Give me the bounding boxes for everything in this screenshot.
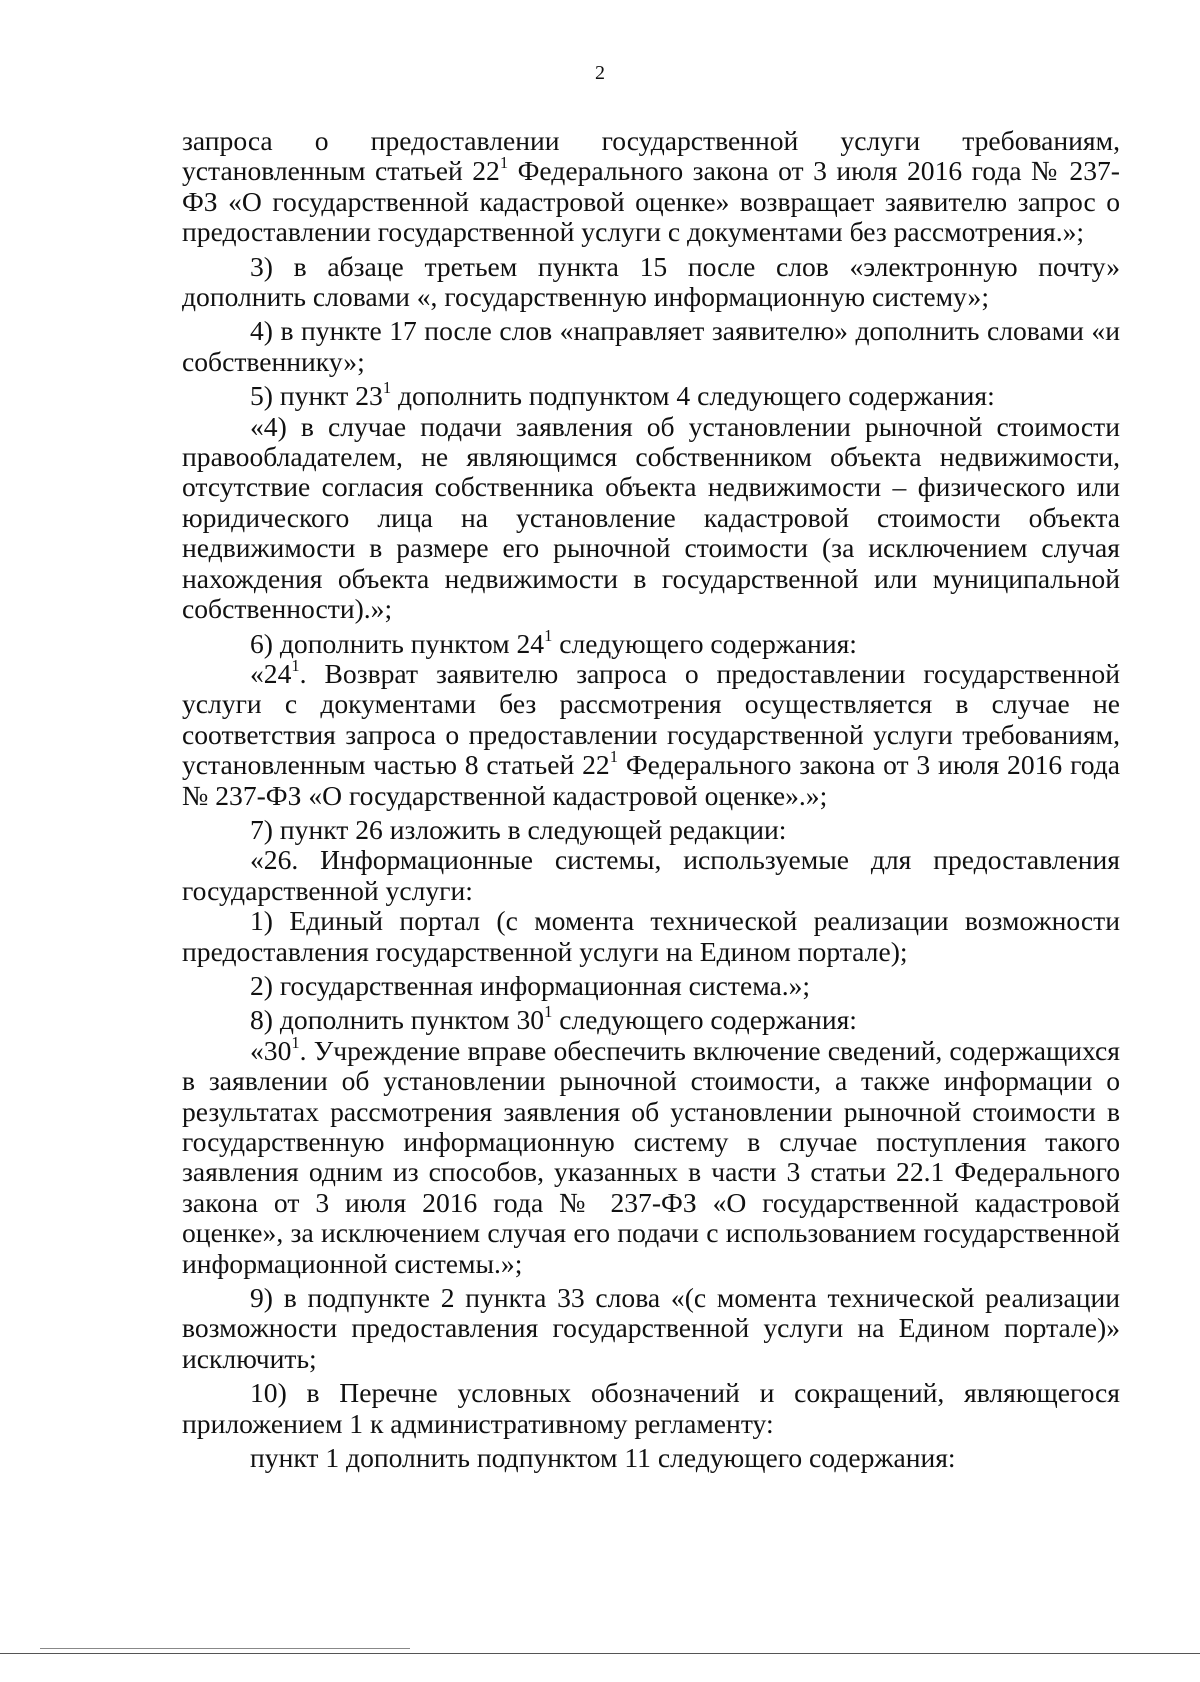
paragraph-subitem-2: [182, 971, 1120, 1001]
scan-bottom-line-faint: [40, 1648, 410, 1649]
superscript: 1: [544, 1002, 553, 1022]
superscript: 1: [382, 378, 392, 398]
paragraph-item-6: [182, 625, 1120, 659]
text-run: . Учреждение вправе обеспечить включение сведений, содержащихся в заявлении об установлении рыночной стоимости, а также информации о результатах рассмотрения заявления об установлении рыночной стоимости в государственную информационную систему в случае поступления такого заявления одним из способов, указанных в части 3 статьи 22.1 Федерального закона от 3 июля 2016 года № 237-ФЗ «О государственной кадастровой оценке», за исключением случая его подачи с использованием государственной информационной системы.»;: [182, 1034, 1120, 1279]
text-run: 3) в абзаце третьем пункта 15 после слов «электронную почту» дополнить словами «, государственную информационную систему»;: [182, 250, 1120, 313]
paragraph-item-3: [182, 252, 1120, 313]
superscript: 1: [499, 153, 509, 173]
paragraph-quote-4: [182, 412, 1120, 625]
paragraph-item-9: [182, 1283, 1120, 1374]
superscript: 1: [609, 747, 618, 767]
paragraph-item-10: [182, 1378, 1120, 1439]
text-run: 7) пункт 26 изложить в следующей редакции:: [250, 813, 787, 845]
text-run: Федерального закона от 3 июля 2016 года № 237-ФЗ «О государственной кадастровой оценке».»;: [182, 749, 1120, 811]
paragraph-continuation: [182, 126, 1120, 248]
paragraph-item-4: [182, 316, 1120, 377]
paragraph-item-5: [182, 378, 1120, 412]
paragraph-quote-30-1: [182, 1032, 1120, 1279]
scan-bottom-line: [0, 1653, 1200, 1654]
page-number: 2: [595, 62, 605, 84]
text-run: 4) в пункте 17 после слов «направляет заявителю» дополнить словами «и собственнику»;: [182, 315, 1120, 377]
paragraph-subitem-1: [182, 906, 1120, 967]
paragraph-item-7: [182, 815, 1120, 845]
text-run: 2) государственная информационная система.»;: [250, 969, 811, 1001]
text-run: 9) в подпункте 2 пункта 33 слова «(с момента технической реализации возможности предоставления государственной услуги на Едином портале)» исключить;: [182, 1282, 1120, 1374]
text-run: «26. Информационные системы, используемые для предоставления государственной услуги:: [182, 844, 1120, 906]
text-run: Федерального закона от 3 июля 2016 года № 237-ФЗ «О государственной кадастровой оценке» возвращает заявителю запрос о предоставлении государственной услуги с документами без рассмотрения.»;: [182, 155, 1120, 248]
paragraph-quote-24-1: [182, 655, 1120, 811]
paragraph-item-8: [182, 1002, 1120, 1036]
paragraph-quote-26: [182, 845, 1120, 906]
superscript: 1: [291, 1032, 300, 1052]
text-run: 5) пункт 23: [250, 380, 383, 412]
text-run: следующего содержания:: [552, 627, 857, 659]
text-run: запроса о предоставлении государственной услуги требованиям, установленным статьей 22: [182, 125, 1120, 187]
document-body: [182, 126, 1120, 1473]
text-run: следующего содержания:: [552, 1004, 857, 1036]
text-run: 1) Единый портал (с момента технической реализации возможности предоставления государственной услуги на Едином портале);: [182, 905, 1120, 967]
text-run: «4) в случае подачи заявления об установлении рыночной стоимости правообладателем, не являющимся собственником объекта недвижимости, отсутствие согласия собственника объекта недвижимости – физического или юридического лица на установление кадастровой стоимости объекта недвижимости в размере его рыночной стоимости (за исключением случая нахождения объекта недвижимости в государственной или муниципальной собственности).»;: [182, 410, 1120, 625]
text-run: дополнить подпунктом 4 следующего содержания:: [391, 380, 995, 412]
text-run: 6) дополнить пунктом 24: [250, 627, 545, 659]
paragraph-point-1: [182, 1443, 1120, 1473]
text-run: «30: [250, 1034, 292, 1066]
superscript: 1: [291, 655, 300, 675]
text-run: 8) дополнить пунктом 30: [250, 1004, 545, 1036]
text-run: «24: [250, 657, 292, 689]
superscript: 1: [544, 625, 553, 645]
text-run: пункт 1 дополнить подпунктом 11 следующего содержания:: [250, 1442, 956, 1474]
text-run: . Возврат заявителю запроса о предоставлении государственной услуги с документами без рассмотрения осуществляется в случае не соответствия запроса о предоставлении государственной услуги требованиям, установленным частью 8 статьей 22: [182, 657, 1120, 781]
text-run: 10) в Перечне условных обозначений и сокращений, являющегося приложением 1 к административному регламенту:: [182, 1377, 1120, 1439]
